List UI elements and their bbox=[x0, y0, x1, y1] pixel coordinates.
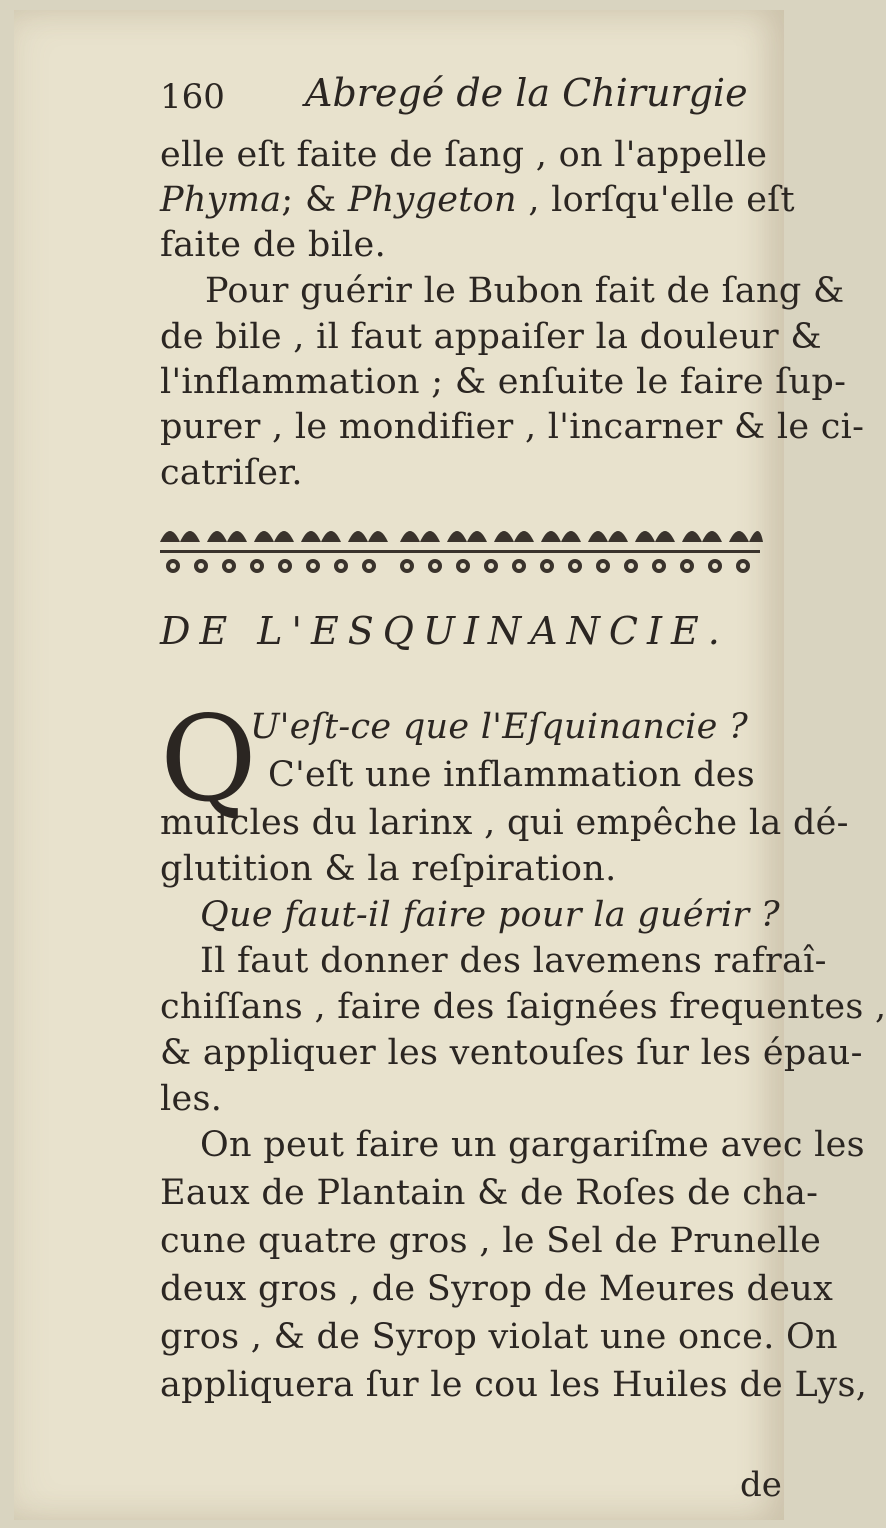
text-line: muſcles du larinx , qui empêche la dé- bbox=[160, 803, 849, 843]
ornament-band bbox=[155, 512, 765, 582]
ornament-row-top bbox=[160, 531, 763, 542]
text-line: glutition & la reſpiration. bbox=[160, 849, 617, 889]
text-line: catriſer. bbox=[160, 453, 303, 493]
text-line: l'inflammation ; & enſuite le faire ſup- bbox=[160, 362, 847, 402]
text-line: chiſſans , faire des ſaignées frequentes , bbox=[160, 987, 886, 1027]
text-line: deux gros , de Syrop de Meures deux bbox=[160, 1269, 834, 1309]
text-line: On peut faire un gargariſme avec les bbox=[200, 1125, 865, 1165]
term-phyma: Phyma bbox=[160, 180, 282, 220]
question-1: U'eſt-ce que l'Eſquinancie ? bbox=[250, 707, 749, 747]
text-line: gros , & de Syrop violat une once. On bbox=[160, 1317, 838, 1357]
text-line: elle eſt faite de ſang , on l'appelle bbox=[160, 135, 768, 175]
text-line: Eaux de Plantain & de Roſes de cha- bbox=[160, 1173, 819, 1213]
section-heading: DE L'ESQUINANCIE. bbox=[160, 609, 729, 653]
page-number: 160 bbox=[160, 77, 225, 117]
question-2: Que faut-il faire pour la guérir ? bbox=[200, 895, 780, 935]
text-fragment: ; & bbox=[281, 180, 348, 220]
text-line: de bile , il faut appaiſer la douleur & bbox=[160, 317, 822, 357]
text-fragment: , lorſqu'elle eſt bbox=[516, 180, 795, 220]
text-line: Il faut donner des lavemens rafraî- bbox=[200, 941, 827, 981]
text-line: faite de bile. bbox=[160, 225, 386, 265]
ornament-row-bottom bbox=[160, 550, 760, 573]
term-phygeton: Phygeton bbox=[347, 180, 517, 220]
text-line: C'eſt une inflammation des bbox=[268, 755, 756, 795]
text-line: & appliquer les ventouſes ſur les épau- bbox=[160, 1033, 863, 1073]
drop-cap: Q bbox=[160, 690, 257, 828]
text-line: purer , le mondifier , l'incarner & le ci- bbox=[160, 407, 865, 447]
text-line bbox=[160, 180, 795, 220]
text-line: appliquera ſur le cou les Huiles de Lys, bbox=[160, 1365, 868, 1405]
catchword: de bbox=[740, 1465, 782, 1505]
text-line: les. bbox=[160, 1079, 223, 1119]
text-line: Pour guérir le Bubon fait de ſang & bbox=[205, 271, 845, 311]
text-line: cune quatre gros , le Sel de Prunelle bbox=[160, 1221, 822, 1261]
running-title: Abregé de la Chirurgie bbox=[305, 71, 748, 115]
